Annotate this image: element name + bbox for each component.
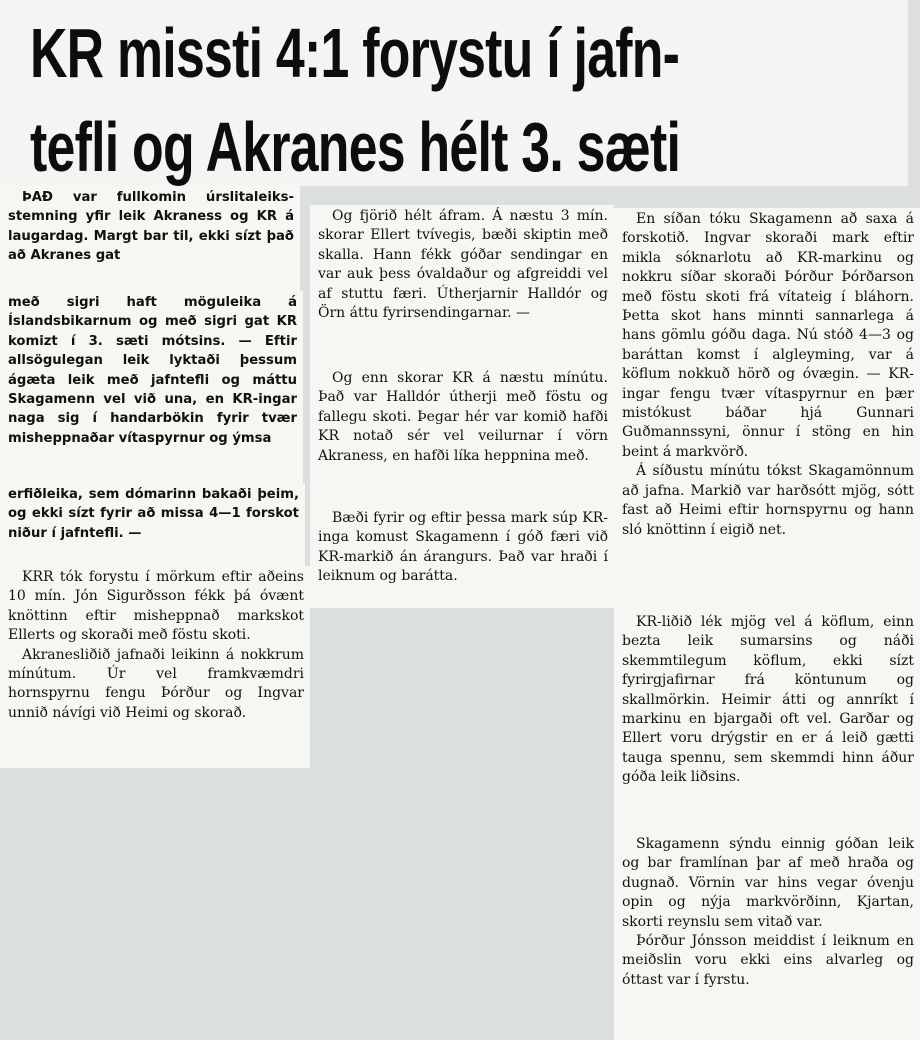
paragraph-intro-cont: með sigri haft möguleika á Íslandsbikarnum og með sigri gat KR komizt í 3. sæti mótsins. — Eftir allsögulegan leik lyktaði þessum ágæta leik með jafntefli og máttu Skagamenn vel við una, en KR-ingar naga sig í handarbökin fyrir tvær misheppnaðar vítaspyrnur og ýmsa (8, 295, 297, 446)
paragraph: Skagamenn sýndu einnig góðan leik og bar framlínan þar af með hraða og dugnað. Vörnin var hins vegar óvenju opin og nýja markvörðinn, Kjartan, skorti reynslu sem vitað var. (622, 836, 914, 930)
paragraph: KR-liðið lék mjög vel á köflum, einn bezta leik sumarsins og náði skemmtilegum köflum, ekki sízt fyrirgjafirnar frá köntunum og skallmörkin. Heimir átti og annríkt í markinu en bjargaði oft vel. Garðar og Ellert voru drýgstir en er á leið gætti tauga spennu, sem skemmdi hinn áður góða leik liðsins. (622, 614, 914, 786)
headline-line-1: KR missti 4:1 forystu í jafn- (30, 14, 680, 92)
article-clip (310, 507, 614, 608)
paragraph: KRR tók forystu í mörkum eftir aðeins 10 mín. Jón Sigurðsson fékk þá óvænt knöttinn eftir misheppnað markskot Ellerts og skoraði með föstu skoti. (8, 569, 304, 644)
headline-line-2: tefli og Akranes hélt 3. sæti (30, 108, 681, 186)
article-clip (0, 566, 310, 768)
paragraph: Á síðustu mínútu tókst Skagamönnum að jafna. Markið var harðsótt mjög, sótt fast að Heimi eftir hornspyrnu og hann sló knöttinn í eigið net. (622, 463, 914, 538)
paragraph: Akranesliðið jafnaði leikinn á nokkrum mínútum. Úr vel framkvæmdri hornspyrnu fengu Þórður og Ingvar unnið návígi við Heimi og skorað. (8, 646, 304, 721)
article-clip (310, 205, 614, 367)
article-clip (614, 208, 920, 611)
paragraph: Þórður Jónsson meiddist í leiknum en meiðslin voru ekki eins alvarleg og óttast var í fyrstu. (622, 933, 914, 988)
paragraph: Bæði fyrir og eftir þessa mark súp KR-inga komust Skagamenn í góð færi við KR-markið án árangurs. Það var hraði í leiknum og barátta. (318, 510, 608, 585)
article-clip (614, 833, 920, 1040)
article-clip (0, 291, 303, 483)
article-clip (0, 186, 300, 291)
headline (30, 6, 681, 194)
paragraph-intro-end: erfiðleika, sem dómarinn bakaði þeim, og ekki sízt fyrir að missa 4—1 forskot niður í jafntefli. — (8, 487, 299, 541)
paragraph-intro: ÞAÐ var fullkomin úrslitaleiks-stemning yfir leik Akraness og KR á laugardag. Margt bar til, ekki sízt það að Akranes gat (8, 190, 294, 264)
article-clip (0, 483, 305, 566)
headline-block (0, 0, 908, 186)
paragraph: En síðan tóku Skagamenn að saxa á forskotið. Ingvar skoraði mark eftir mikla sóknarlotu að KR-markinu og nokkru síðar skoraði Þórður Þórðarson með föstu skoti frá vítateig í bláhorn. Þetta skot hans minnti sannarlega á hans gömlu góðu daga. Nú stóð 4—3 og baráttan komst í algleyming, var á köflum nokkuð hörð og óvægin. — KR-ingar fengu tvær vítaspyrnur en þær mistókust báðar hjá Gunnari Guðmannssyni, önnur í stöng en hin beint á markvörð. (622, 211, 914, 460)
paragraph: Og fjörið hélt áfram. Á næstu 3 mín. skorar Ellert tvívegis, bæði skiptin með skalla. Hann fékk góðar sendingar en var auk þess óvaldaður og afgreiddi vel af stuttu færi. Útherjarnir Halldór og Örn áttu fyrirsendingarnar. — (318, 208, 608, 322)
article-clip (614, 611, 920, 833)
paragraph: Og enn skorar KR á næstu mínútu. Það var Halldór útherji með föstu og fallegu skoti. Þegar hér var komið hafði KR notað sér vel veilurnar í vörn Akraness, en hafði líka heppnina með. (318, 370, 608, 464)
article-clip (310, 367, 614, 507)
